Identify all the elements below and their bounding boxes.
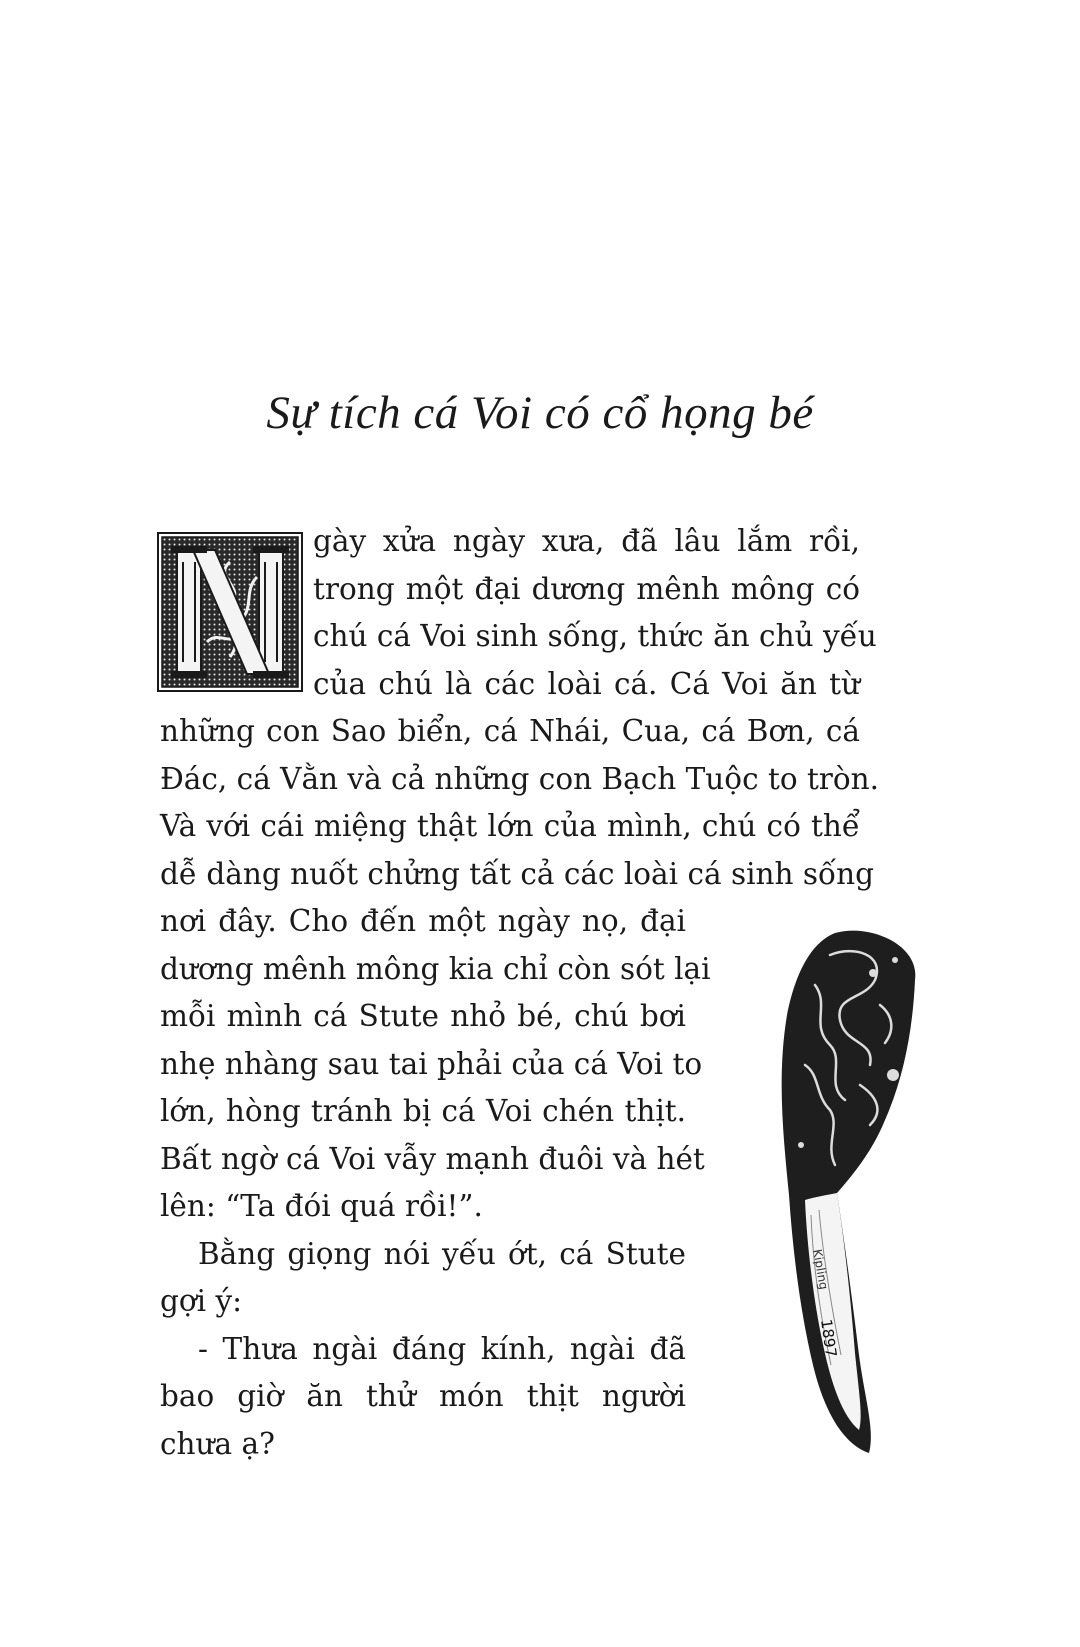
text-line: Bằng giọng nói yếu ớt, cá Stute	[198, 1236, 686, 1271]
text-line: lớn, hòng tránh bị cá Voi chén thịt.	[160, 1094, 686, 1128]
illustration-year: 1897	[817, 1318, 841, 1359]
text-line: gợi ý:	[160, 1284, 243, 1318]
text-line: của chú là các loài cá. Cá Voi ăn từ	[313, 666, 860, 701]
side-text	[160, 898, 711, 1468]
text-line: Đác, cá Vằn và cả những con Bạch Tuộc to tròn.	[160, 761, 880, 796]
text-line: gày xửa ngày xưa, đã lâu lắm rồi,	[313, 524, 860, 558]
text-line: - Thưa ngài đáng kính, ngài đã	[198, 1331, 686, 1366]
drop-cap-ornament	[157, 532, 303, 692]
text-line: mỗi mình cá Stute nhỏ bé, chú bơi	[160, 999, 686, 1033]
text-line: dương mênh mông kia chỉ còn sót lại	[160, 951, 711, 986]
text-line: lên: “Ta đói quá rồi!”.	[160, 1189, 483, 1223]
text-line: nhẹ nhàng sau tai phải của cá Voi to	[160, 1046, 703, 1081]
intro-text	[313, 518, 877, 708]
illustration-signature: Kipling	[810, 1248, 831, 1291]
text-line: Bất ngờ cá Voi vẫy mạnh đuôi và hét	[160, 1141, 705, 1176]
text-line: bao giờ ăn thử món thịt người	[160, 1379, 686, 1413]
full-width-text	[160, 708, 880, 898]
text-line: Và với cái miệng thật lớn của mình, chú có thể	[160, 809, 860, 843]
knife-illustration	[775, 925, 925, 1457]
text-line: dễ dàng nuốt chửng tất cả các loài cá sinh sống	[160, 856, 874, 891]
text-line: những con Sao biển, cá Nhái, Cua, cá Bơn, cá	[160, 714, 860, 748]
story-title: Sự tích cá Voi có cổ họng bé	[266, 387, 814, 439]
text-line: chú cá Voi sinh sống, thức ăn chủ yếu	[313, 619, 877, 653]
text-line: chưa ạ?	[160, 1426, 275, 1461]
text-line: nơi đây. Cho đến một ngày nọ, đại	[160, 904, 686, 938]
text-line: trong một đại dương mênh mông có	[313, 571, 860, 606]
